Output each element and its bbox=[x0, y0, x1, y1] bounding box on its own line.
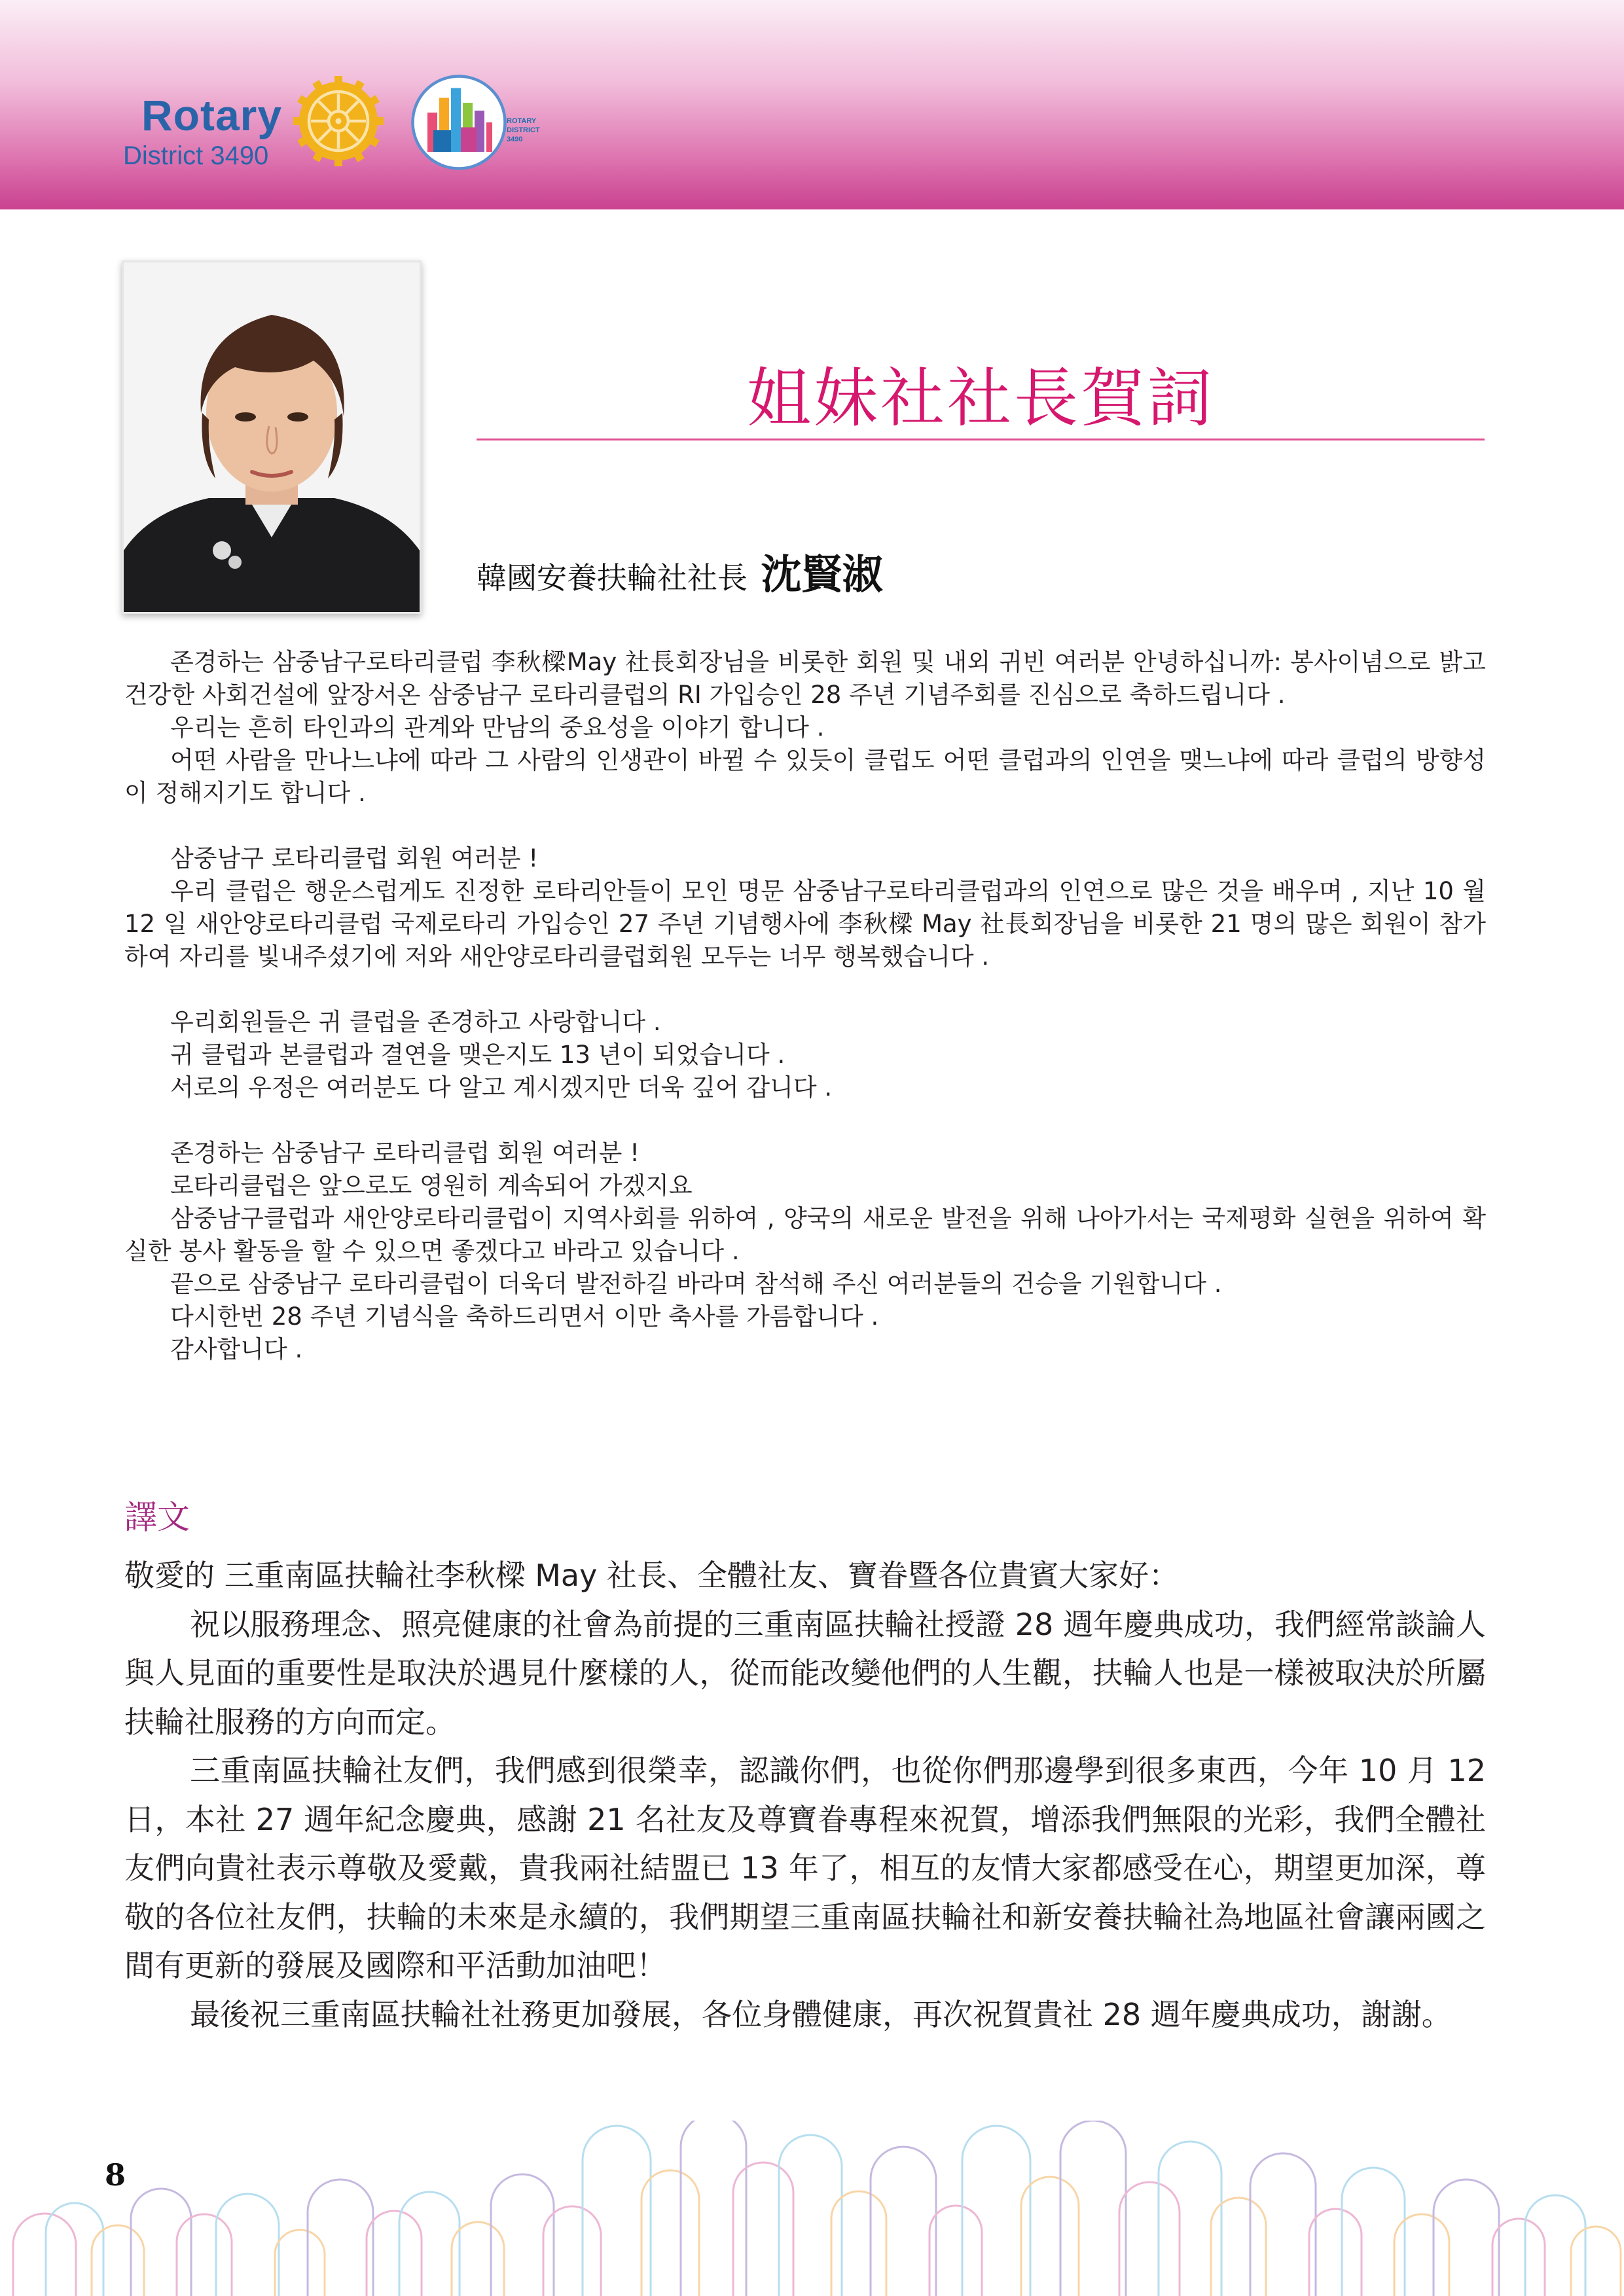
korean-paragraph: 존경하는 삼중남구로타리클럽 李秋樑May 社長회장님을 비롯한 회원 및 내외 귀빈 여러분 안녕하십니까: 봉사이념으로 밝고 건강한 사회건설에 앞장서온 삼중남구 로타리클럽의 RI 가입승인 28 주년 기념주회를 진심으로 축하드립니다 . bbox=[124, 648, 1486, 709]
page-number: 8 bbox=[105, 2157, 126, 2193]
author-byline bbox=[477, 542, 883, 600]
portrait-photo bbox=[122, 260, 422, 614]
paragraph-gap bbox=[124, 973, 1486, 1006]
chinese-translation bbox=[124, 1551, 1486, 2039]
rotary-wordmark: Rotary bbox=[141, 91, 283, 139]
korean-paragraph: 끝으로 삼중남구 로타리클럽이 더욱더 발전하길 바라며 참석해 주신 여러분들의 건승을 기원합니다 . bbox=[170, 1270, 1222, 1298]
korean-paragraph: 삼중남구 로타리클럽 회원 여러분 ! bbox=[170, 844, 539, 872]
korean-paragraph: 우리 클럽은 행운스럽게도 진정한 로타리안들이 모인 명문 삼중남구로타리클럽과의 인연으로 많은 것을 배우며 , 지난 10 월 12 일 새안양로타리클럽 국제로타리 가입승인 27 주년 기념행사에 李秋樑 May 社長회장님을 비롯한 21 명의 많은 회원이 참가하여 자리를 빛내주셨기에 저와 새안양로타리클럽회원 모두는 너무 행복했습니다 . bbox=[124, 877, 1486, 971]
page-title: 姐妹社社長賀詞 bbox=[746, 361, 1214, 436]
korean-paragraph: 존경하는 삼중남구 로타리클럽 회원 여러분 ! bbox=[170, 1139, 640, 1167]
translation-heading: 譯文 bbox=[124, 1498, 190, 1536]
korean-letter bbox=[124, 646, 1486, 1366]
district-emblem bbox=[410, 73, 593, 178]
korean-paragraph: 어떤 사람을 만나느냐에 따라 그 사람의 인생관이 바뀔 수 있듯이 클럽도 어떤 클럽과의 인연을 맺느냐에 따라 클럽의 방향성이 정해지기도 합니다 . bbox=[124, 746, 1486, 807]
title-divider bbox=[477, 439, 1485, 440]
district-label: District 3490 bbox=[123, 141, 269, 170]
chinese-paragraph: 最後祝三重南區扶輪社社務更加發展，各位身體健康，再次祝賀貴社 28 週年慶典成功，謝謝。 bbox=[190, 1996, 1452, 2032]
rotary-wheel-icon bbox=[289, 72, 388, 170]
paragraph-gap bbox=[124, 810, 1486, 842]
korean-paragraph: 우리회원들은 귀 클럽을 존경하고 사랑합니다 . bbox=[170, 1008, 661, 1036]
korean-paragraph: 삼중남구클럽과 새안양로타리클럽이 지역사회를 위하여 , 양국의 새로운 발전을 위해 나아가서는 국제평화 실현을 위하여 확실한 봉사 활동을 할 수 있으면 좋겠다고 바라고 있습니다 . bbox=[124, 1204, 1486, 1265]
chinese-paragraph: 祝以服務理念、照亮健康的社會為前提的三重南區扶輪社授證 28 週年慶典成功，我們經常談論人與人見面的重要性是取決於遇見什麼樣的人，從而能改變他們的人生觀，扶輪人也是一樣被取決於所屬扶輪社服務的方向而定。 bbox=[124, 1606, 1486, 1740]
chinese-paragraph: 三重南區扶輪社友們，我們感到很榮幸，認識你們，也從你們那邊學到很多東西，今年 10 月 12 日，本社 27 週年紀念慶典，感謝 21 名社友及尊寶眷專程來祝賀，增添我們無限的光彩，我們全體社友們向貴社表示尊敬及愛戴，貴我兩社結盟已 13 年了，相互的友情大家都感受在心，期望更加深，尊敬的各位社友們，扶輪的未來是永續的，我們期望三重南區扶輪社和新安養扶輪社為地區社會讓兩國之間有更新的發展及國際和平活動加油吧！ bbox=[124, 1753, 1486, 1983]
district-emblem-icon bbox=[410, 73, 508, 171]
korean-paragraph: 감사합니다 . bbox=[170, 1335, 303, 1363]
portrait-image bbox=[124, 262, 420, 612]
korean-paragraph: 다시한번 28 주년 기념식을 축하드리면서 이만 축사를 가름합니다 . bbox=[170, 1302, 879, 1331]
paragraph-gap bbox=[124, 1104, 1486, 1137]
korean-paragraph: 로타리클럽은 앞으로도 영원히 계속되어 가겠지요 bbox=[170, 1172, 693, 1200]
chinese-greeting: 敬愛的 三重南區扶輪社李秋樑 May 社長、全體社友、寶眷暨各位貴賓大家好： bbox=[124, 1558, 1179, 1593]
author-name: 沈賢淑 bbox=[761, 550, 883, 598]
header-banner bbox=[0, 0, 1624, 209]
korean-paragraph: 귀 클럽과 본클럽과 결연을 맺은지도 13 년이 되었습니다 . bbox=[170, 1041, 785, 1069]
footer-arch-pattern bbox=[0, 2121, 1624, 2296]
district-emblem-caption: ROTARY DISTRICT 3490 bbox=[507, 117, 540, 143]
rotary-logo bbox=[118, 72, 393, 177]
korean-paragraph: 서로의 우정은 여러분도 다 알고 계시겠지만 더욱 깊어 갑니다 . bbox=[170, 1073, 833, 1102]
author-role: 韓國安養扶輪社社長 bbox=[477, 560, 748, 596]
korean-paragraph: 우리는 흔히 타인과의 관계와 만남의 중요성을 이야기 합니다 . bbox=[170, 713, 825, 742]
